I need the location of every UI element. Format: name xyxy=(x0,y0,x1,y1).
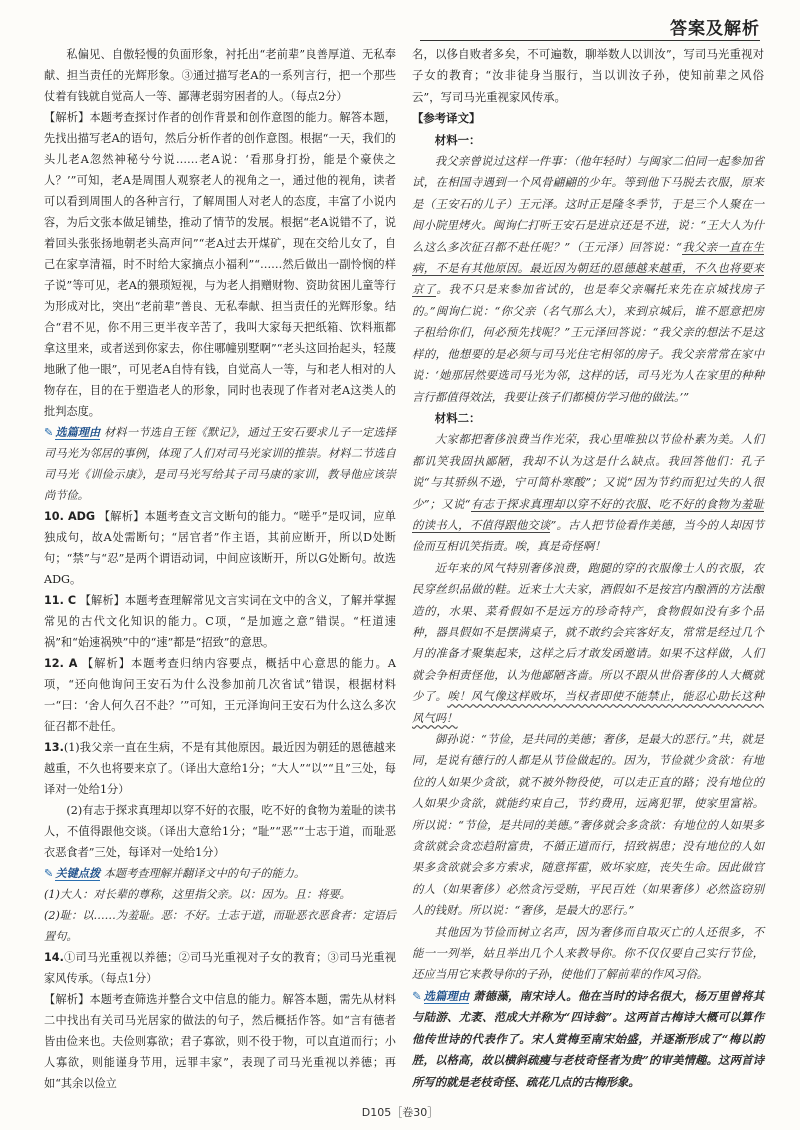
m2-part-c: 近年来的风气特别奢侈浪费，跑腿的穿的衣服像士人的衣服，农民穿丝织品做的鞋。近来士大夫家，酒假如不是按宫内酿酒的方法酿造的，水果、菜肴假如不是远方的珍奇特产，食物假如没有多个品种，器具假如不是摆满桌子，就不敢约会宾客好友，常常是经过几个月的准备才聚集起来，这样之后才敢发函邀请。如果不这样做，人们就会争相责怪他，认为他鄙陋吝啬。所以不跟从世俗奢侈的人大概就少了。 xyxy=(412,560,764,704)
material-2-para-2 xyxy=(412,558,764,729)
m1-underlined: 我父亲一直在生病，不是有其他原因。最近因为朝廷的恩德越来越重，不久也将要来京了 xyxy=(412,239,764,297)
q11-number: 11. C xyxy=(44,594,77,607)
q10-text: 【解析】本题考查文言文断句的能力。“嗟乎”是叹词，应单独成句，故A处需断句；“居官者”作主语，其前应断开，所以D处断句；“禁”与“忍”是两个谓语动词，中间应该断开，所以G处断句。故选ADG。 xyxy=(44,510,396,586)
material-1-title: 材料一： xyxy=(434,132,481,147)
q10-number: 10. ADG xyxy=(44,510,96,523)
q12-number: 12. A xyxy=(44,657,78,670)
material-2-para-3: 御孙说：“节俭，是共同的美德；奢侈，是最大的恶行。”共，就是同，是说有德行的人都是从节俭做起的。因为，节俭就少贪欲：有地位的人如果少贪欲，就不被外物役使，可以走正直的路；没有地位的人如果少贪欲，就能约束自己，节约费用，远离犯罪，使家里富裕。所以说：“节俭，是共同的美德。”奢侈就会多贪欲：有地位的人如果多贪欲就会贪恋趋附富贵，不循正道而行，招致祸患；没有地位的人如果多贪欲就会多方索求，随意挥霍，败坏家庭，丧失生命。因此做官的人（如果奢侈）必然贪污受贿，平民百姓（如果奢侈）必然盗窃别人的钱财。所以说：“奢侈，是最大的恶行。” xyxy=(412,732,764,918)
reason-text-2: 萧德藻，南宋诗人。他在当时的诗名很大，杨万里曾将其与陆游、尤袤、范成大并称为“四诗翁”。这两首古梅诗大概可以算作他传世诗的代表作了。宋人赏梅至南宋始盛，并逐渐形成了“梅以韵胜，以格高，故以横斜疏瘦与老枝奇怪者为贵”的审美情趣。这两首诗所写的就是老枝奇怪、疏花几点的古梅形象。 xyxy=(412,988,764,1089)
material-2-title: 材料二： xyxy=(434,410,481,425)
page-footer xyxy=(0,1104,800,1120)
pen-icon: ✎ xyxy=(412,988,422,1003)
key-item-2: (2)耻：以……为羞耻。恶：不好。士志于道，而耻恶衣恶食者：定语后置句。 xyxy=(44,909,396,943)
q12 xyxy=(44,653,396,737)
key-label: 关键点拨 xyxy=(55,867,101,880)
q11 xyxy=(44,590,396,653)
reference-title: 【参考译文】 xyxy=(412,111,481,126)
q11-text: 【解析】本题考查理解常见文言实词在文中的含义，了解并掌握常见的古代文化知识的能力。C项，“是加遮之意”错误。“枉道速祸”和“始速祸殃”中的“速”都是“招致”的意思。 xyxy=(44,594,396,649)
m2-underlined: 有志于探求真理却以穿不好的衣服、吃不好的食物为羞耻的读书人，不值得跟他交谈 xyxy=(412,496,764,532)
q14-analysis-cont: 名，以侈自败者多矣，不可遍数，聊举数人以训汝”，写司马光重视对子女的教育；“汝非徒身当服行，当以训汝子孙，使知前辈之风俗云”，写司马光重视家风传承。 xyxy=(412,47,764,104)
m1-part-a: 我父亲曾说过这样一件事：（他年轻时）与闽家二伯同一起参加省试，在相国寺遇到一个风骨翩翩的少年。等到他下马脱去衣服，原来是（王安石的儿子）王元泽。这时正是隆冬季节，于是三个人聚在一间小院里烤火。闽询仁打听王安石是进京还是不进，说：“王大人为什么这么多次征召都不赴任呢？”（王元泽）回答说：“ xyxy=(412,154,764,254)
q9-analysis: 【解析】本题考查探讨作者的创作背景和创作意图的能力。解答本题，先找出描写老A的语句，然后分析作者的创作意图。根据“一天，我们的头儿老A忽然神秘兮兮说……老A说：‘看那身打扮，能是个豪侠之人？’”可知，老A是周围人观察老人的视角之一，通过他的视角，读者可以看到周围人的各种言行，了解周围人对老人的态度，丰富了小说内容，为后文张本做足铺垫，推动了情节的发展。根据“老A说错不了，说着回头张张扬地朝老头高声问”“老A过去开煤矿，现在交给儿女了，自己在家享清福，时不时给大家摘点小福利”“……然后做出一副怜悯的样子说”等可见，老A的猥琐短视，与为老人捐赠财物、资助贫困儿童等行为形成对比，突出“老前辈”善良、无私奉献、担当责任的光辉形象。结合“君不见，你不用三更半夜辛苦了，我叫大家每天把纸箱、饮料瓶都拿这里来，或者送到你家去，你住哪幢别墅啊”“老头这回抬起头，轻蔑地瞅了他一眼”，可见老A自恃有钱，自觉高人一等，与和老人相对的人物存在，目的在于塑造老人的形象，同时也表现了作者对老A这类人的批判态度。 xyxy=(44,111,396,418)
reason-tag-2 xyxy=(412,986,469,1007)
left-column xyxy=(44,44,396,1094)
reason-block-2 xyxy=(412,986,764,1093)
page-header xyxy=(420,14,760,41)
page-number: D105［卷30］ xyxy=(361,1106,439,1119)
material-2-para-4: 其他因为节俭而树立名声，因为奢侈而自取灭亡的人还很多，不能一一列举，姑且举出几个人来教导你。你不仅仅要自己实行节俭，还应当用它来教导你的子孙，使他们了解前辈的作风习俗。 xyxy=(412,924,764,982)
key-tag xyxy=(44,863,100,884)
m2-wavy: 唉！风气像这样败坏，当权者即使不能禁止，能忍心助长这种风气吗！ xyxy=(412,689,764,725)
q10 xyxy=(44,506,396,590)
header-title: 答案及解析 xyxy=(670,19,760,39)
q14-text: ①司马光重视以养德；②司马光重视对子女的教育；③司马光重视家风传承。（每点1分） xyxy=(44,951,396,985)
reason-text-1: 材料一节选自王铚《默记》，通过王安石要求儿子一定选择司马光为邻居的事例，体现了人们对司马光家训的推崇。材料二节选自司马光《训俭示康》，是司马光写给其子司马康的家训，教导他应该崇尚节俭。 xyxy=(44,426,396,502)
right-column xyxy=(412,44,764,1093)
key-intro: 本题考查理解并翻译文中的句子的能力。 xyxy=(103,867,306,880)
key-item-1: (1)大人：对长辈的尊称，这里指父亲。以：因为。且：将要。 xyxy=(44,888,351,901)
q13-part1 xyxy=(44,737,396,800)
m2-part-a: 大家都把奢侈浪费当作光荣，我心里唯独以节俭朴素为美。人们都讥笑我固执鄙陋，我却不认为这是什么缺点。我回答他们：孔子说“与其骄纵不逊，宁可简朴寒酸”；又说“因为节约而犯过失的人很少”；又说“ xyxy=(412,432,764,511)
q13-text-1: (1)我父亲一直在生病，不是有其他原因。最近因为朝廷的恩德越来越重，不久也将要来京了。（译出大意给1分；“大人”“以”“且”三处，每译对一处给1分） xyxy=(44,741,396,796)
key-block xyxy=(44,863,396,884)
reason-tag-1 xyxy=(44,422,100,443)
q14-analysis: 【解析】本题考查筛选并整合文中信息的能力。解答本题，需先从材料二中找出有关司马光居家的做法的句子，然后概括作答。如“言有德者皆由俭来也。夫俭则寡欲；君子寡欲，则不役于物，可以直道而行；小人寡欲，则能谨身节用，远罪丰家”，表现了司马光重视以养德；再如“其余以俭立 xyxy=(44,993,396,1090)
q14 xyxy=(44,947,396,989)
pen-icon: ✎ xyxy=(44,867,54,880)
reason-label: 选篇理由 xyxy=(55,426,101,439)
pen-icon: ✎ xyxy=(44,426,54,439)
q9-answer-tail: 私偏见、自傲轻慢的负面形象，衬托出“老前辈”良善厚道、无私奉献、担当责任的光辉形象。③通过描写老A的一系列言行，把一个那些仗着有钱就自觉高人一等、鄙薄老弱穷困者的人。（每点2分） xyxy=(44,48,396,103)
m2-part-b: ”。古人把节俭看作美德，当今的人却因节俭而互相讥笑指责。唉，真是奇怪啊！ xyxy=(412,517,764,554)
material-1-text xyxy=(412,151,764,408)
q12-text: 【解析】本题考查归纳内容要点，概括中心意思的能力。A项，“还向他询问王安石为什么没参加前几次省试”错误，根据材料一“曰：‘舍人何久召不赴？’”可知，王元泽询问王安石为什么这么多次征召都不赴任。 xyxy=(44,657,396,733)
q13-part2: (2)有志于探求真理却以穿不好的衣服，吃不好的食物为羞耻的读书人，不值得跟他交谈。（译出大意给1分；“耻”“恶”“士志于道，而耻恶衣恶食者”三处，每译对一处给1分） xyxy=(44,804,396,859)
reason-label: 选篇理由 xyxy=(423,988,470,1003)
q13-number: 13. xyxy=(44,741,64,754)
q14-number: 14. xyxy=(44,951,64,964)
reason-block-1 xyxy=(44,422,396,506)
m1-part-b: 。我不只是来参加省试的，也是奉父亲嘱托来先在京城找房子的。”闽询仁说：“你父亲（名气那么大），来到京城后，谁不愿意把房子租给你们，何必预先找呢？”王元泽回答说：“我父亲的想法不是这样的，他想要的是必须与司马光住宅相邻的房子。我父亲常常在家中说：‘她那居然要选司马光为邻，这样的话，司马光为人在家里的种种言行都值得效法，我要让孩子们都模仿学习他的做法。’” xyxy=(412,282,764,404)
material-2-para-1 xyxy=(412,429,764,557)
